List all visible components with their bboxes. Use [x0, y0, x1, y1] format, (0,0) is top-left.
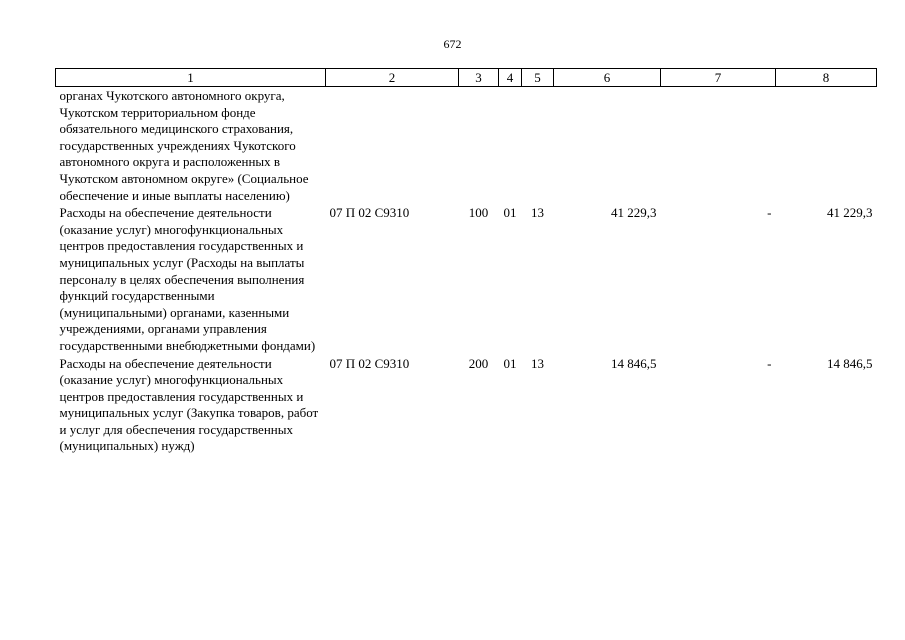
header-col-1: 1: [56, 69, 326, 87]
row-col6: 14 846,5: [611, 355, 657, 371]
table-header: [56, 69, 877, 87]
table-row: [56, 355, 877, 456]
header-col-2: 2: [326, 69, 459, 87]
row-col5: 13: [531, 205, 544, 221]
row-description: органах Чукотского автономного округа, Чукотском территориальном фонде обязательного медицинского страхования, государственных учреждениях Чукотского автономного округа и расположенных в Чукотском автономном округе» (Социальное обеспечение и иные выплаты населению): [59, 88, 309, 203]
row-col8: [776, 87, 877, 205]
row-col6: 41 229,3: [611, 205, 657, 221]
table-body: [56, 87, 877, 456]
row-code: 07 П 02 С9310: [329, 205, 410, 221]
row-col8: 14 846,5: [827, 355, 873, 371]
row-col7: -: [767, 355, 772, 371]
row-description: Расходы на обеспечение деятельности (оказание услуг) многофункциональных центров предоставления государственных и муниципальных услуг (Расходы на выплаты персоналу в целях обеспечения выполнения функций государственными (муниципальными) органами, казенными учреждениями, органами управления государственными внебюджетными фондами): [59, 205, 316, 353]
header-col-5: 5: [522, 69, 554, 87]
row-code: 07 П 02 С9310: [329, 355, 410, 371]
row-code: [326, 87, 459, 205]
row-col4: [499, 87, 522, 205]
page-number: 672: [443, 37, 462, 51]
row-col7: -: [767, 205, 772, 221]
table-row: [56, 87, 877, 205]
row-col3: 200: [468, 355, 489, 371]
budget-table: [55, 68, 877, 455]
header-row: [56, 69, 877, 87]
row-col3: [459, 87, 499, 205]
row-col5: 13: [531, 355, 544, 371]
header-col-3: 3: [459, 69, 499, 87]
row-col4: 01: [503, 355, 517, 371]
row-col4: 01: [503, 205, 517, 221]
row-col3: 100: [468, 205, 489, 221]
row-col8: 41 229,3: [827, 205, 873, 221]
header-col-8: 8: [776, 69, 877, 87]
row-col7: [661, 87, 776, 205]
table-row: [56, 204, 877, 354]
header-col-4: 4: [499, 69, 522, 87]
header-col-7: 7: [661, 69, 776, 87]
row-col6: [554, 87, 661, 205]
row-description: Расходы на обеспечение деятельности (оказание услуг) многофункциональных центров предоставления государственных и муниципальных услуг (Закупка товаров, работ и услуг для обеспечения государственных (муниципальных) нужд): [59, 355, 319, 454]
header-col-6: 6: [554, 69, 661, 87]
row-col5: [522, 87, 554, 205]
